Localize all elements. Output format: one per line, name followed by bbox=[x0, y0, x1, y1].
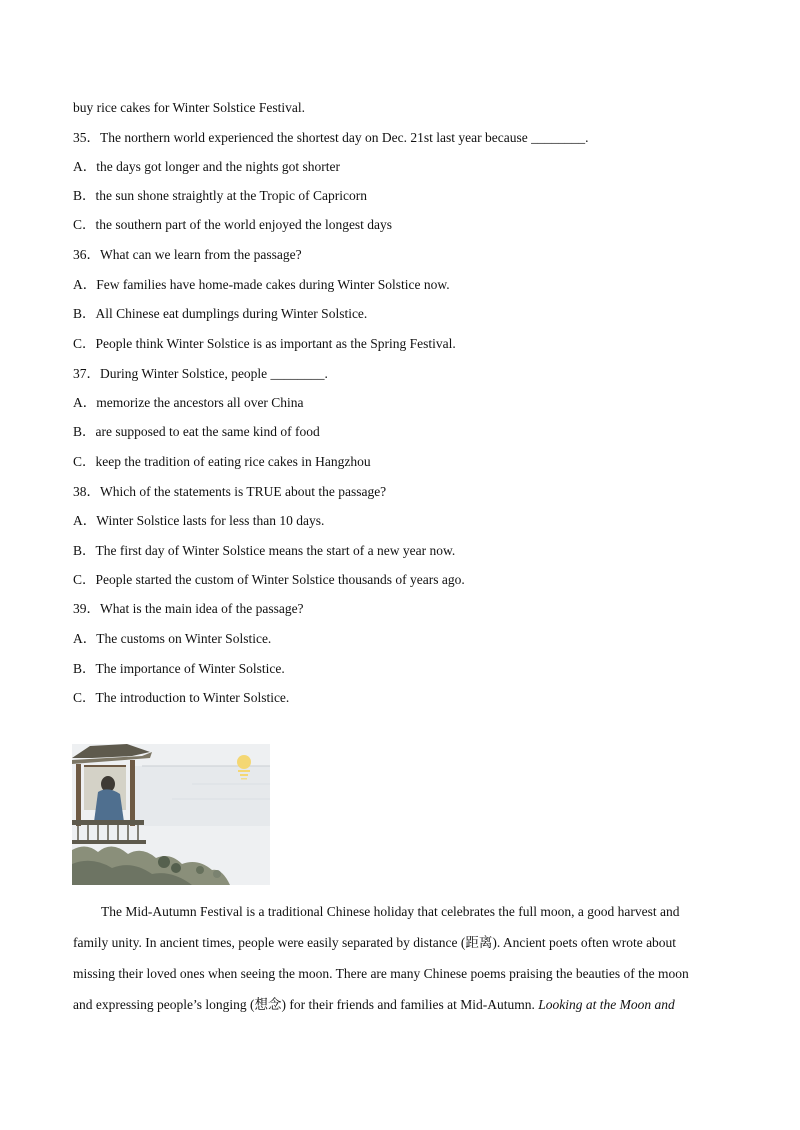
option-39-c: C．The introduction to Winter Solstice. bbox=[73, 690, 290, 705]
option-36-a: A．Few families have home-made cakes during Winter Solstice now. bbox=[73, 277, 450, 292]
paragraph-line-4 bbox=[73, 997, 723, 1013]
option-37-c: C．keep the tradition of eating rice cakes in Hangzhou bbox=[73, 454, 371, 469]
option-35-b: B．the sun shone straightly at the Tropic of Capricorn bbox=[73, 188, 367, 203]
option-35-c: C．the southern part of the world enjoyed the longest days bbox=[73, 217, 393, 232]
option-36-b: B．All Chinese eat dumplings during Winter Solstice. bbox=[73, 306, 368, 321]
option-35-a: A．the days got longer and the nights got shorter bbox=[73, 159, 340, 174]
question-37: 37．During Winter Solstice, people ________. bbox=[73, 366, 328, 381]
option-37-a: A．memorize the ancestors all over China bbox=[73, 395, 304, 410]
option-38-c: C．People started the custom of Winter Solstice thousands of years ago. bbox=[73, 572, 465, 587]
paragraph-line-3: missing their loved ones when seeing the moon. There are many Chinese poems praising the beauties of the moon bbox=[73, 966, 689, 981]
option-38-a: A．Winter Solstice lasts for less than 10 days. bbox=[73, 513, 325, 528]
scholar-figure bbox=[94, 789, 124, 822]
paragraph-line-1: The Mid-Autumn Festival is a traditional Chinese holiday that celebrates the full moon, a good harvest and bbox=[101, 904, 680, 919]
moon-viewing-illustration bbox=[72, 744, 270, 885]
option-38-b: B．The first day of Winter Solstice means the start of a new year now. bbox=[73, 543, 456, 558]
paragraph-line-2: family unity. In ancient times, people were easily separated by distance (距离). Ancient poets often wrote about bbox=[73, 935, 677, 950]
question-39: 39．What is the main idea of the passage? bbox=[73, 601, 304, 616]
moon-icon bbox=[237, 755, 251, 769]
passage-fragment: buy rice cakes for Winter Solstice Festival. bbox=[73, 100, 306, 115]
paragraph-line-4-text: and expressing people’s longing (想念) for their friends and families at Mid-Autumn. bbox=[73, 997, 539, 1012]
option-36-c: C．People think Winter Solstice is as important as the Spring Festival. bbox=[73, 336, 456, 351]
option-39-b: B．The importance of Winter Solstice. bbox=[73, 661, 285, 676]
poem-title: Looking at the Moon and bbox=[538, 997, 675, 1012]
question-38: 38．Which of the statements is TRUE about the passage? bbox=[73, 484, 387, 499]
option-39-a: A．The customs on Winter Solstice. bbox=[73, 631, 272, 646]
question-35: 35．The northern world experienced the shortest day on Dec. 21st last year because ________. bbox=[73, 130, 589, 145]
question-36: 36．What can we learn from the passage? bbox=[73, 247, 302, 262]
option-37-b: B．are supposed to eat the same kind of food bbox=[73, 424, 320, 439]
